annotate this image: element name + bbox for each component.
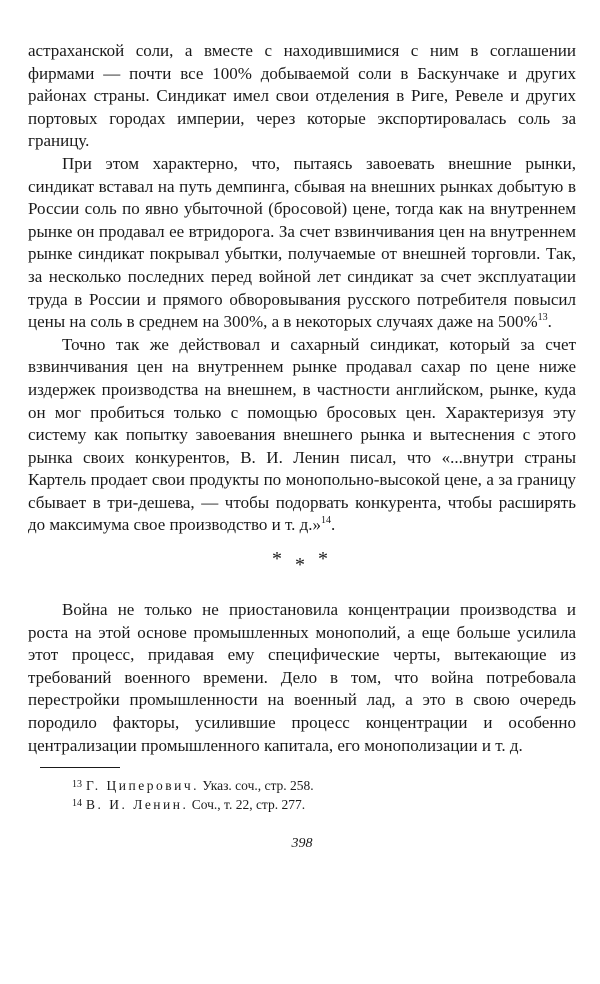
paragraph-1-text: астраханской соли, а вместе с находившимися с ним в соглашении фирмами — почти все 100% добываемой соли в Баскунчаке и других районах страны. Синдикат имел свои отделения в Риге, Ревеле и других портовых городах империи, через которые экспортировалась соль за границу.	[28, 41, 576, 151]
paragraph-4	[28, 599, 576, 757]
footnote-13	[72, 776, 576, 795]
footnote-ref-14[interactable]: 14	[321, 515, 332, 527]
book-page	[28, 40, 576, 852]
footnote-ref-13[interactable]: 13	[537, 312, 548, 324]
separator-star-mid: *	[295, 554, 309, 577]
paragraph-2	[28, 153, 576, 334]
footnote-13-source: Указ. соч., стр. 258.	[202, 778, 314, 794]
footnote-divider	[40, 767, 120, 768]
footnote-13-number: 13	[72, 779, 82, 791]
separator-star-right: *	[318, 548, 332, 571]
paragraph-1	[28, 40, 576, 153]
footnote-13-author: Г. Циперович.	[86, 778, 199, 794]
paragraph-4-text: Война не только не приостановила концентрации производства и роста на этой основе промышленных монополий, а еще больше усилила этот процесс, придавая ему специфические черты, вытекающие из требований военного времени. Дело в том, что война потребовала перестройки промышленности на военный лад, а это в свою очередь породило факторы, усилившие процесс концентрации и особенно централизации промышленного капитала, его монополизации и т. д.	[28, 600, 576, 755]
page-number: 398	[291, 836, 313, 852]
footnote-14-source: Соч., т. 22, стр. 277.	[191, 797, 306, 813]
paragraph-3-text: Точно так же действовал и сахарный синдикат, который за счет взвинчивания цен на внутреннем рынке продавал сахар по цене ниже издержек производства на внешнем, в частности английском, рынке, куда он мог пробиться только с помощью бросовых цен. Характеризуя эту систему как попытку завоевания внешнего рынка и вытеснения с этого рынка своих конкурентов, В. И. Ленин писал, что «...внутри страны Картель продает свои продукты по монопольно-высокой цене, а за границу сбывает в три-дешева, — чтобы подорвать конкурента, чтобы расширять до максимума свое производство и т. д.»	[28, 334, 576, 535]
footnote-14-author: В. И. Ленин.	[86, 797, 189, 813]
paragraph-2-tail: .	[547, 312, 552, 332]
separator-star-left: *	[272, 548, 286, 571]
footnote-14	[72, 795, 576, 814]
paragraph-3-tail: .	[331, 515, 336, 535]
section-separator	[28, 548, 576, 577]
paragraph-2-text: При этом характерно, что, пытаясь завоевать внешние рынки, синдикат вставал на путь демпинга, сбывая на внешних рынках добытую в России соль по явно убыточной (бросовой) цене, тогда как на внутреннем рынке он продавал ее втридорога. За счет взвинчивания цен на внутреннем рынке синдикат покрывал убытки, получаемые от внешней торговли. Так, за несколько последних перед войной лет синдикат за счет эксплуатации труда в России и прямого обворовывания русского потребителя повысил цены на соль в среднем на 300%, а в некоторых случаях даже на 500%	[28, 153, 576, 332]
paragraph-3	[28, 334, 576, 537]
footnote-14-number: 14	[72, 798, 82, 810]
